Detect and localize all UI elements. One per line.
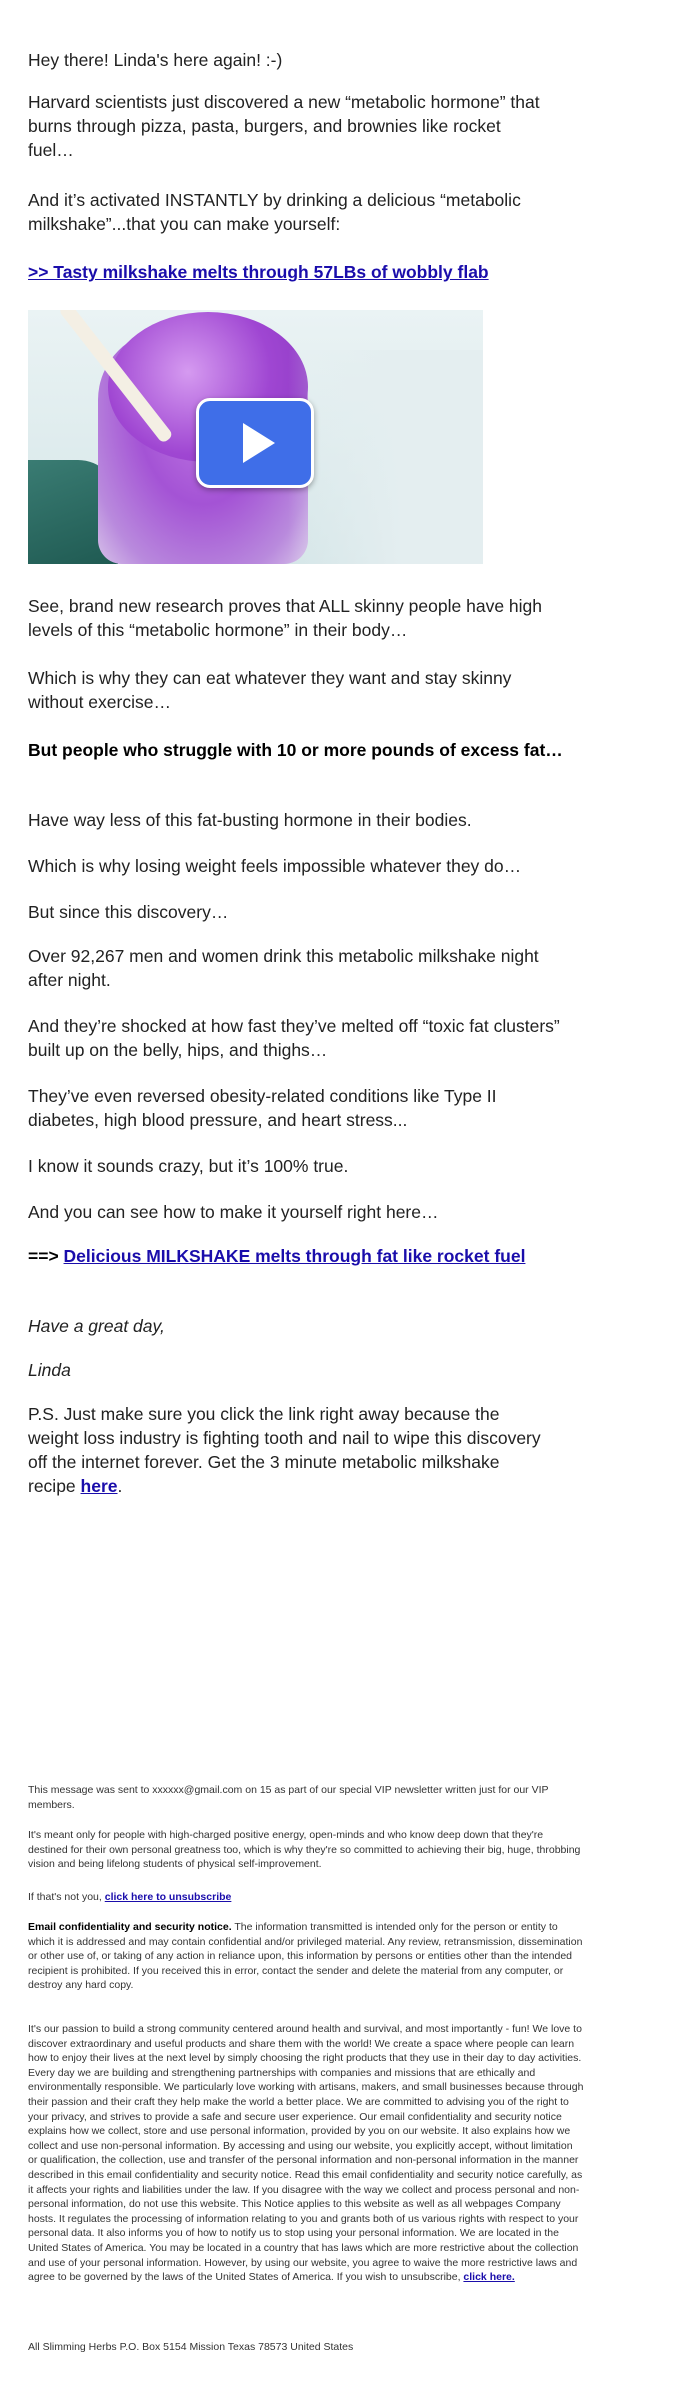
milkshake-link[interactable]: >> Tasty milkshake melts through 57LBs of wobbly flab	[28, 262, 489, 282]
passion-text: It's our passion to build a strong community centered around health and survival, and most importantly - fun! We love to discover extraordinary and useful products and share them with the world! We create a space where people can learn how to enjoy their lives at the next level by simply choosing the right products that they use in their day to day activities. Every day we are building and strengthening partnerships with companies and missions that are ethically and environmentally responsible. We particularly love working with artisans, makers, and small businesses because through their passion and their craft they help make the world a better place. We are committed to advising you of the right to your privacy, and strives to provide a safe and secure user experience. Our email confidentiality and security notice explains how we collect, store and use personal information, provided by you on our website. It also explains how we collect and use non-personal information. By accessing and using our website, you explicitly accept, without limitation or qualification, the collection, use and transfer of the personal information and non-personal information in the manner described in this email confidentiality and security notice. Read this email confidentiality and security notice carefully, as it affects your rights and liabilities under the law. If you disagree with the way we collect and process personal and non-personal information, do not use this website. This Notice applies to this website as well as all webpages Company hosts. It regulates the processing of information relating to you and grants both of us various rights with respect to your personal data. It also informs you of how to notify us to stop using your personal information. We are located in the United States of America. You may be located in a country that has laws which are more restrictive about the collection and use of your personal information. However, by using our website, you agree to waive the more restrictive laws and agree to be governed by the laws of the United States of America. If you wish to unsubscribe,	[28, 2023, 584, 2284]
paragraph-see-how: And you can see how to make it yourself right here…	[28, 1202, 439, 1222]
notice-title: Email confidentiality and security notice.	[28, 1921, 232, 1933]
arrow-prefix: ==>	[28, 1246, 59, 1266]
footer-address: All Slimming Herbs P.O. Box 5154 Mission Texas 78573 United States	[28, 2341, 354, 2353]
signature: Linda	[28, 1360, 71, 1380]
postscript	[28, 1402, 548, 1498]
footer-unsubscribe-link[interactable]: click here.	[463, 2271, 515, 2284]
signoff: Have a great day,	[28, 1316, 165, 1336]
paragraph-skinny: Which is why they can eat whatever they want and stay skinny without exercise…	[28, 668, 512, 712]
paragraph-activated: And it’s activated INSTANTLY by drinking a delicious “metabolic milkshake”...that you can make yourself:	[28, 190, 521, 234]
footer-sent-to: This message was sent to xxxxxx@gmail.com on 15 as part of our special VIP newsletter written just for our VIP members.	[28, 1784, 549, 1811]
paragraph-less-hormone: Have way less of this fat-busting hormone in their bodies.	[28, 810, 472, 830]
footer-not-you: If that's not you,	[28, 1891, 102, 1903]
video-thumbnail[interactable]	[28, 310, 483, 564]
footer-unsubscribe-line	[28, 1890, 584, 1905]
unsubscribe-link[interactable]: click here to unsubscribe	[104, 1891, 232, 1903]
delicious-milkshake-link[interactable]: Delicious MILKSHAKE melts through fat like rocket fuel	[63, 1246, 526, 1266]
paragraph-impossible: Which is why losing weight feels impossible whatever they do…	[28, 856, 522, 876]
delicious-link-line	[28, 1244, 548, 1268]
greeting: Hey there! Linda's here again! :-)	[28, 50, 283, 70]
glass-highlight	[288, 350, 483, 564]
paragraph-crazy: I know it sounds crazy, but it’s 100% true.	[28, 1156, 349, 1176]
paragraph-shocked: And they’re shocked at how fast they’ve melted off “toxic fat clusters” built up on the belly, hips, and thighs…	[28, 1016, 560, 1060]
paragraph-since: But since this discovery…	[28, 902, 229, 922]
postscript-end: .	[117, 1476, 123, 1496]
notice-body: The information transmitted is intended only for the person or entity to which it is addressed and may contain confidential and/or privileged material. Any review, retransmission, dissemination or other use of, or taking of any action in reliance upon, this information by persons or entities other than the intended recipient is prohibited. If you received this in error, contact the sender and delete the material from any computer, or destroy any hard copy.	[28, 1921, 583, 1992]
footer-security-notice	[28, 1920, 584, 1993]
milkshake-link-line	[28, 260, 489, 284]
paragraph-over-92267: Over 92,267 men and women drink this metabolic milkshake night after night.	[28, 946, 539, 990]
footer-meant-for: It's meant only for people with high-charged positive energy, open-minds and who know deep down that they're destined for their own personal greatness too, which is why they're so committed to achieving their big, huge, throbbing vision and being lifelong students of physical self-improvement.	[28, 1829, 581, 1871]
paragraph-discovery: Harvard scientists just discovered a new “metabolic hormone” that burns through pizza, pasta, burgers, and brownies like rocket fuel…	[28, 92, 540, 160]
recipe-here-link[interactable]: here	[80, 1476, 118, 1496]
postscript-text: P.S. Just make sure you click the link right away because the weight loss industry is fighting tooth and nail to wipe this discovery off the internet forever. Get the 3 minute metabolic milkshake recipe	[28, 1404, 541, 1496]
play-button-icon[interactable]	[196, 398, 314, 488]
paragraph-reversed: They’ve even reversed obesity-related conditions like Type II diabetes, high blood pressure, and heart stress...	[28, 1086, 497, 1130]
footer-passion	[28, 2022, 584, 2285]
paragraph-struggle: But people who struggle with 10 or more pounds of excess fat…	[28, 740, 563, 760]
paragraph-research: See, brand new research proves that ALL skinny people have high levels of this “metabolic hormone” in their body…	[28, 596, 542, 640]
